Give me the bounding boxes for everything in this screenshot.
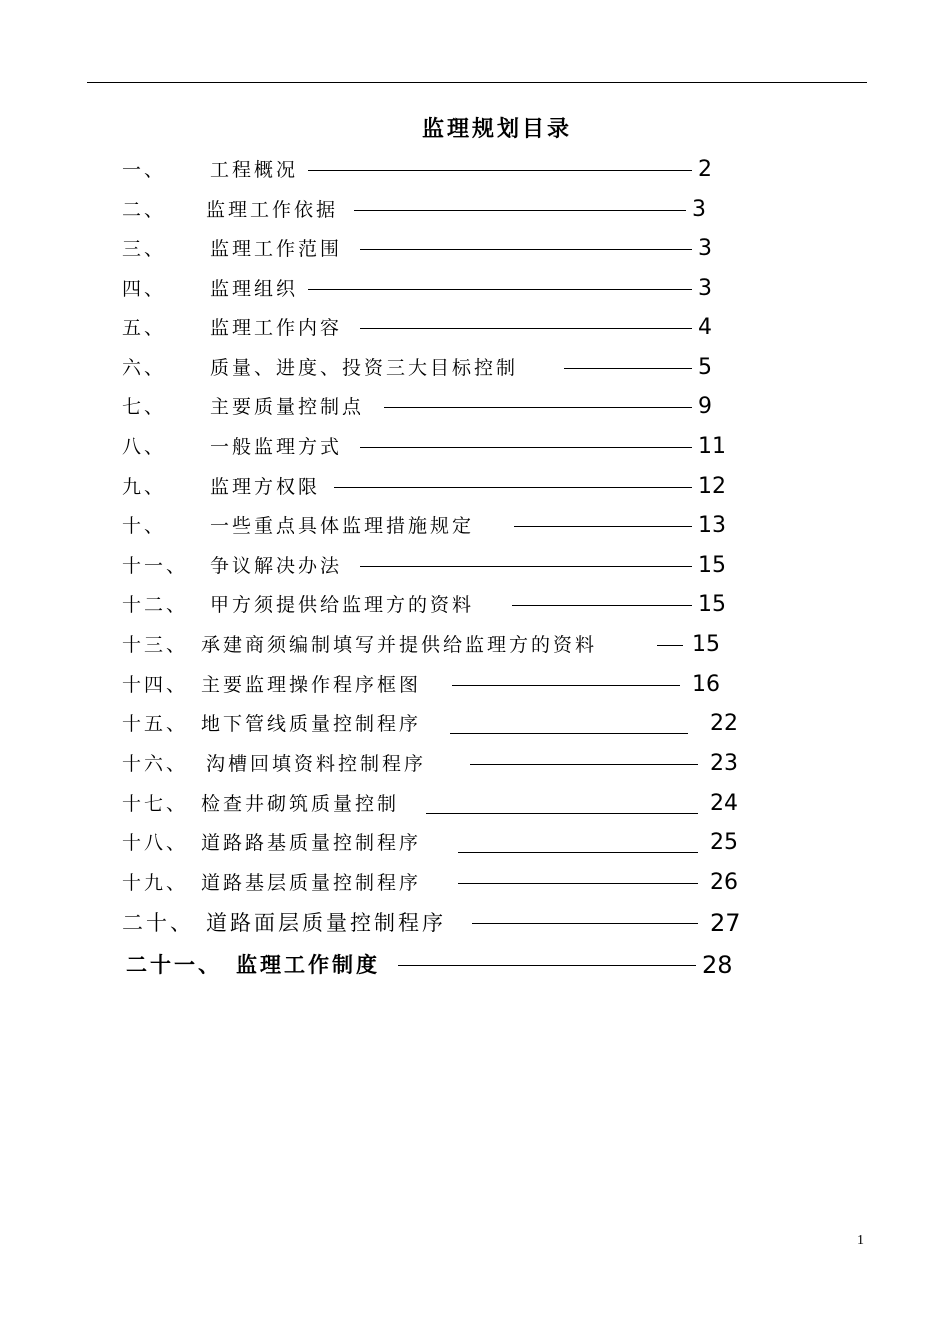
toc-entry[interactable] <box>0 432 950 462</box>
toc-entry-label: 主要监理操作程序框图 <box>201 674 422 696</box>
toc-leader <box>360 566 692 567</box>
toc-leader <box>360 328 692 329</box>
toc-leader <box>354 210 686 211</box>
toc-entry[interactable] <box>0 274 950 304</box>
toc-entry[interactable] <box>0 155 950 185</box>
toc-entry-label: 质量、进度、投资三大目标控制 <box>210 357 519 379</box>
toc-entry-page: 15 <box>698 553 726 578</box>
toc-entry-page: 4 <box>698 315 712 340</box>
toc-entry-number: 二十一、 <box>126 952 222 977</box>
toc-entry[interactable] <box>0 630 950 660</box>
toc-entry-label: 承建商须编制填写并提供给监理方的资料 <box>201 634 598 656</box>
toc-entry[interactable] <box>0 353 950 383</box>
toc-entry[interactable] <box>0 511 950 541</box>
toc-entry-number: 五、 <box>122 317 167 339</box>
toc-entry[interactable] <box>0 789 950 819</box>
toc-entry[interactable] <box>0 313 950 343</box>
toc-entry-number: 十、 <box>122 515 167 537</box>
toc-leader <box>512 605 692 606</box>
toc-leader <box>472 923 698 924</box>
toc-leader <box>426 813 698 814</box>
toc-entry-number: 八、 <box>122 436 167 458</box>
toc-entry-page: 3 <box>698 236 712 261</box>
toc-entry-page: 15 <box>692 632 720 657</box>
toc-entry-number: 十八、 <box>122 832 189 854</box>
toc-entry-number: 九、 <box>122 476 167 498</box>
toc-entry[interactable] <box>0 195 950 225</box>
toc-entry-number: 三、 <box>122 238 167 260</box>
toc-entry-number: 十三、 <box>122 634 189 656</box>
toc-entry-number: 四、 <box>122 278 167 300</box>
toc-leader <box>308 170 692 171</box>
toc-entry-label: 主要质量控制点 <box>210 396 365 418</box>
toc-entry-label: 监理工作依据 <box>206 199 339 221</box>
toc-entry[interactable] <box>0 472 950 502</box>
page-number: 1 <box>857 1233 864 1248</box>
toc-entry[interactable] <box>0 749 950 779</box>
toc-entry-page: 28 <box>702 951 733 979</box>
toc-entry-page: 22 <box>710 711 738 736</box>
toc-entry-label: 甲方须提供给监理方的资料 <box>210 594 475 616</box>
toc-leader <box>470 764 698 765</box>
page-title: 监理规划目录 <box>421 117 572 142</box>
toc-entry[interactable] <box>0 234 950 264</box>
toc-entry-number: 十五、 <box>122 713 189 735</box>
toc-leader <box>360 249 692 250</box>
toc-entry-label: 沟槽回填资料控制程序 <box>206 753 427 775</box>
toc-entry-label: 监理方权限 <box>210 476 321 498</box>
toc-entry-number: 六、 <box>122 357 167 379</box>
toc-entry-label: 检查井砌筑质量控制 <box>201 793 400 815</box>
toc-leader <box>458 852 698 853</box>
toc-leader <box>360 447 692 448</box>
toc-entry-number: 十六、 <box>122 753 189 775</box>
toc-entry-label: 监理工作内容 <box>210 317 343 339</box>
toc-entry[interactable] <box>0 908 950 938</box>
toc-entry[interactable] <box>0 868 950 898</box>
toc-leader <box>564 368 692 369</box>
toc-leader <box>308 289 692 290</box>
toc-entry[interactable] <box>0 392 950 422</box>
toc-entry-label: 工程概况 <box>210 159 299 181</box>
toc-leader <box>398 965 696 966</box>
toc-leader <box>514 526 692 527</box>
toc-entry-page: 16 <box>692 672 720 697</box>
toc-entry-label: 监理工作制度 <box>236 952 380 977</box>
toc-entry-label: 道路面层质量控制程序 <box>206 911 446 935</box>
toc-entry-label: 道路基层质量控制程序 <box>201 872 422 894</box>
toc-entry-page: 11 <box>698 434 726 459</box>
toc-entry-page: 26 <box>710 870 738 895</box>
toc-entry-label: 监理组织 <box>210 278 299 300</box>
toc-entry-number: 十一、 <box>122 555 189 577</box>
toc-entry-label: 监理工作范围 <box>210 238 343 260</box>
toc-entry-page: 3 <box>692 197 706 222</box>
toc-entry-number: 十七、 <box>122 793 189 815</box>
toc-entry[interactable] <box>0 670 950 700</box>
toc-entry-number: 十二、 <box>122 594 189 616</box>
toc-entry-number: 二十、 <box>122 911 194 935</box>
toc-leader <box>458 883 698 884</box>
toc-entry-number: 一、 <box>122 159 167 181</box>
toc-entry-page: 25 <box>710 830 738 855</box>
toc-entry[interactable] <box>0 828 950 858</box>
toc-leader <box>657 645 683 646</box>
toc-entry-label: 道路路基质量控制程序 <box>201 832 422 854</box>
toc-entry-page: 13 <box>698 513 726 538</box>
toc-entry-page: 12 <box>698 474 726 499</box>
toc-entry-number: 七、 <box>122 396 167 418</box>
toc-entry-page: 5 <box>698 355 712 380</box>
toc-entry[interactable] <box>0 590 950 620</box>
toc-entry-label: 一般监理方式 <box>210 436 343 458</box>
toc-leader <box>384 407 692 408</box>
toc-entry-label: 争议解决办法 <box>210 555 343 577</box>
toc-entry-page: 24 <box>710 791 738 816</box>
toc-entry-page: 27 <box>710 909 741 937</box>
toc-entry-page: 15 <box>698 592 726 617</box>
toc-entry-page: 2 <box>698 157 712 182</box>
toc-leader <box>452 685 680 686</box>
toc-entry[interactable] <box>0 709 950 739</box>
toc-entry-page: 9 <box>698 394 712 419</box>
toc-leader <box>334 487 692 488</box>
toc-entry-page: 23 <box>710 751 738 776</box>
toc-entry[interactable] <box>0 551 950 581</box>
toc-leader <box>450 733 688 734</box>
toc-entry[interactable] <box>0 950 950 980</box>
toc-entry-page: 3 <box>698 276 712 301</box>
toc-entry-number: 十四、 <box>122 674 189 696</box>
toc-entry-number: 二、 <box>122 199 167 221</box>
toc-entry-number: 十九、 <box>122 872 189 894</box>
toc-entry-label: 地下管线质量控制程序 <box>201 713 422 735</box>
toc-entry-label: 一些重点具体监理措施规定 <box>210 515 475 537</box>
